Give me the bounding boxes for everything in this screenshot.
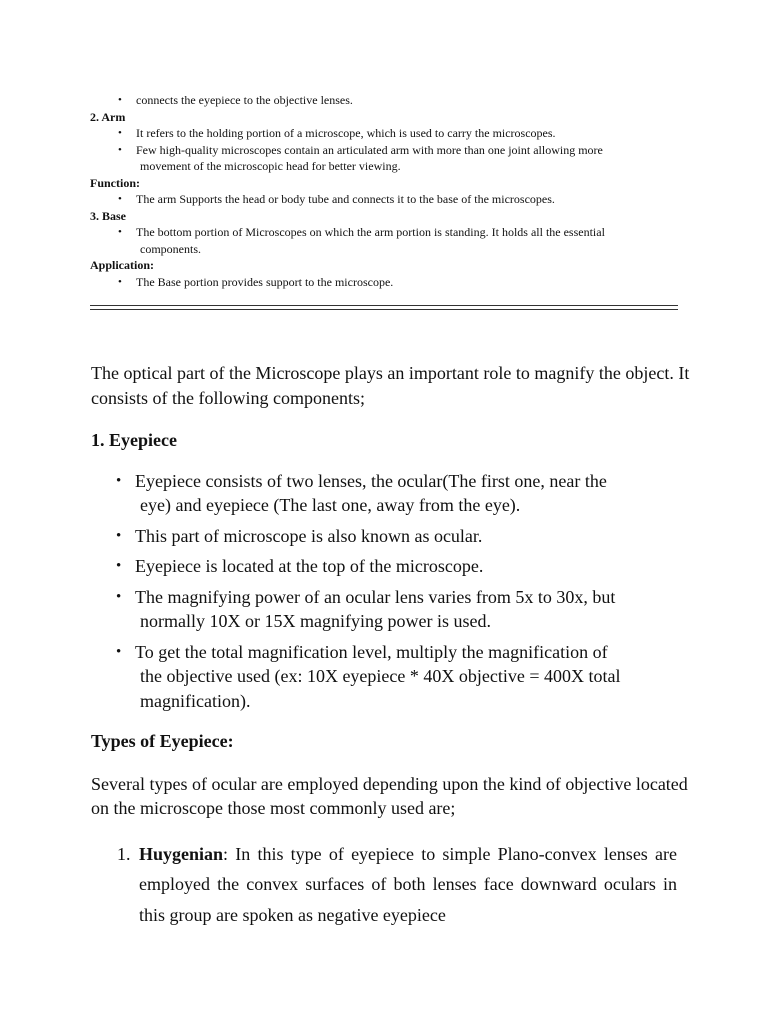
list-item-text: This part of microscope is also known as ocular. xyxy=(135,525,483,546)
types-paragraph: Several types of ocular are employed depending upon the kind of objective located on the microscope those most commonly used are; xyxy=(91,773,688,818)
list-item xyxy=(91,839,677,931)
horizontal-rule xyxy=(90,309,678,310)
list-item-text: The arm Supports the head or body tube and connects it to the base of the microscopes. xyxy=(136,192,555,206)
list-item-text: It refers to the holding portion of a microscope, which is used to carry the microscopes. xyxy=(136,126,556,140)
top-section xyxy=(90,92,690,290)
list-item-text: Eyepiece consists of two lenses, the ocular(The first one, near the xyxy=(135,470,607,491)
list-item xyxy=(135,585,691,634)
bullet-list xyxy=(90,125,690,175)
types-list xyxy=(91,839,691,931)
arm-heading: 2. Arm xyxy=(90,109,126,124)
list-item-text: Eyepiece is located at the top of the microscope. xyxy=(135,556,484,576)
list-item-text: connects the eyepiece to the objective lenses. xyxy=(136,93,353,107)
list-item-text-cont: eye) and eyepiece (The last one, away from the eye). xyxy=(140,495,521,515)
eyepiece-heading: 1. Eyepiece xyxy=(91,430,177,450)
bullet-list xyxy=(90,191,690,208)
list-item xyxy=(135,469,691,518)
list-item-text-cont: magnification). xyxy=(140,690,251,711)
list-item xyxy=(136,274,690,291)
list-item xyxy=(136,191,690,208)
list-item-text: The bottom portion of Microscopes on which the arm portion is standing. It holds all the essential xyxy=(136,225,605,239)
main-content xyxy=(91,361,691,930)
list-item-text: The magnifying power of an ocular lens varies from 5x to 30x, but xyxy=(135,586,616,607)
list-item-text: Few high-quality microscopes contain an articulated arm with more than one joint allowing more xyxy=(136,142,603,157)
list-item xyxy=(135,554,691,579)
horizontal-rule xyxy=(90,305,678,306)
list-item xyxy=(135,524,691,549)
list-item-text-cont: components. xyxy=(140,241,201,256)
bullet-list xyxy=(90,224,690,257)
function-heading: Function: xyxy=(90,175,141,190)
list-item-text-cont: the objective used (ex: 10X eyepiece * 40X objective = 400X total xyxy=(140,666,621,686)
application-heading: Application: xyxy=(90,258,155,272)
list-item-text-cont: movement of the microscopic head for better viewing. xyxy=(140,159,401,173)
list-item-text: The Base portion provides support to the microscope. xyxy=(136,274,394,289)
base-heading: 3. Base xyxy=(90,208,126,223)
bullet-list xyxy=(90,92,690,109)
list-item xyxy=(136,125,690,142)
list-item xyxy=(135,640,691,714)
term: Huygenian xyxy=(139,843,224,864)
list-item-text: : In this type of eyepiece to simple Plano-convex lenses are employed the convex surfaces of both lenses face downward oculars in this group are spoken as negative eyepiece xyxy=(139,843,677,925)
list-number: 1. xyxy=(117,843,131,864)
bullet-list xyxy=(90,274,690,291)
list-item-text: To get the total magnification level, multiply the magnification of xyxy=(135,641,608,662)
list-item xyxy=(136,224,690,257)
intro-paragraph: The optical part of the Microscope plays an important role to magnify the object. It consists of the following components; xyxy=(91,363,690,408)
list-item xyxy=(136,142,690,175)
types-heading: Types of Eyepiece: xyxy=(91,731,234,751)
list-item xyxy=(136,92,690,109)
eyepiece-bullet-list xyxy=(91,469,691,714)
list-item-text-cont: normally 10X or 15X magnifying power is used. xyxy=(140,611,491,631)
